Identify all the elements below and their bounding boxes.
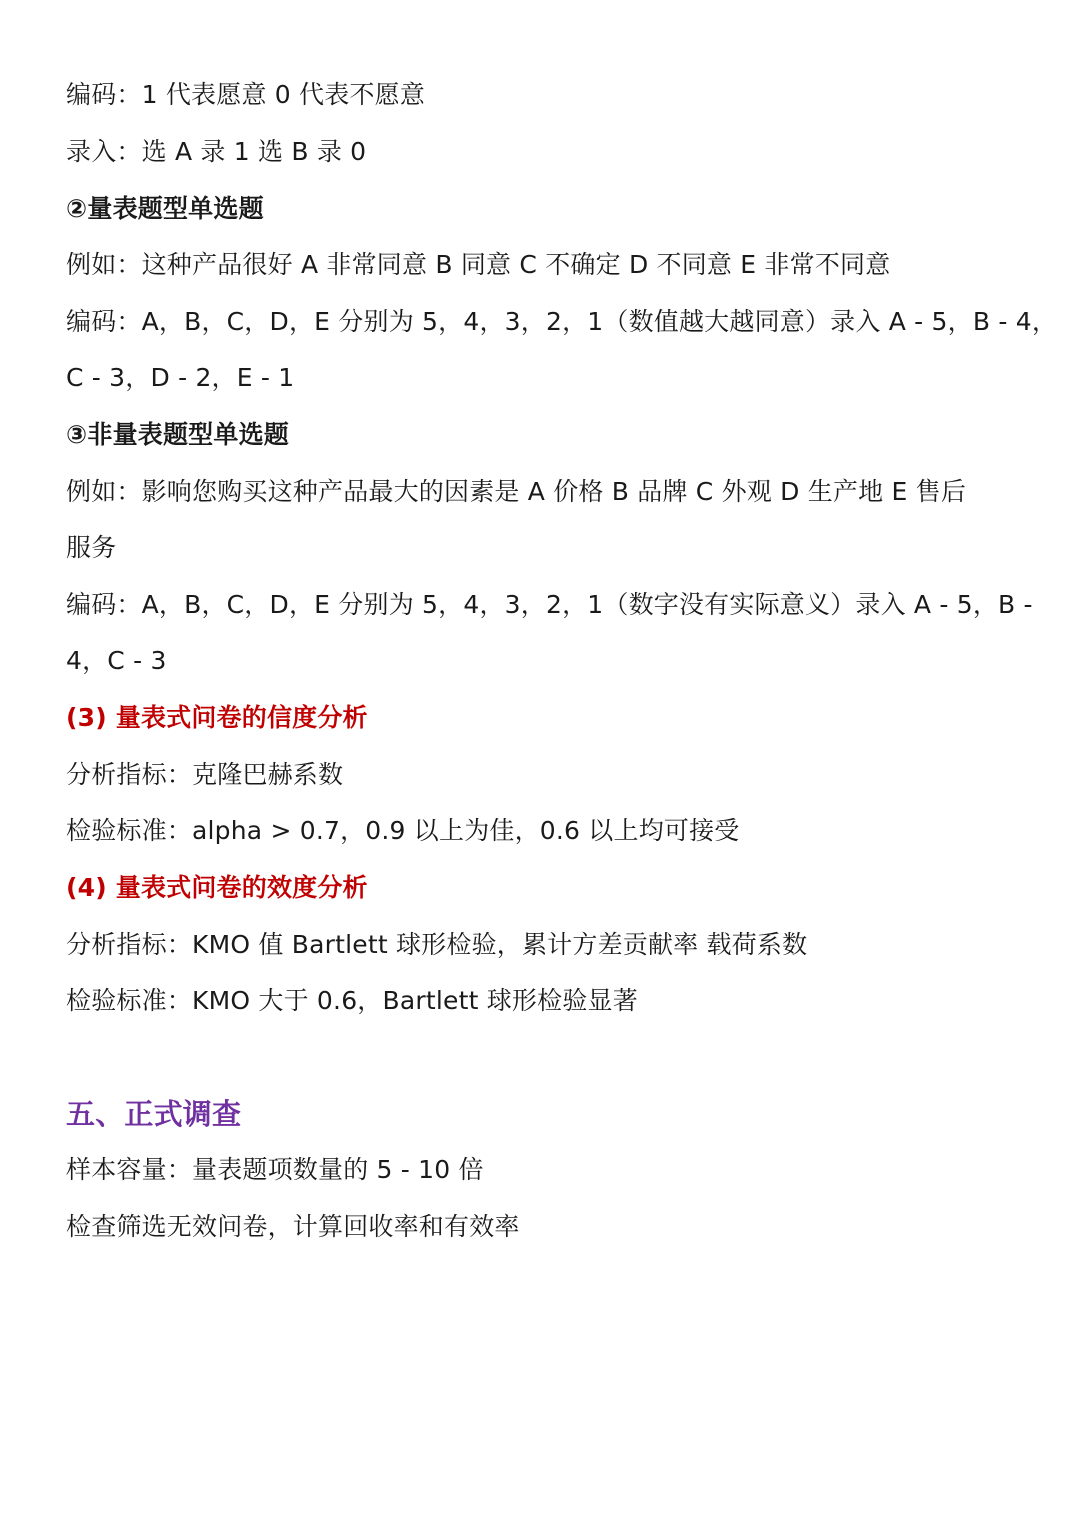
validity-analysis-heading: (4) 量表式问卷的效度分析 <box>66 873 368 902</box>
entry-a-b-line: 录入：选 A 录 1 选 B 录 0 <box>66 137 367 166</box>
scale-coding-line-cont: C - 3，D - 2，E - 1 <box>66 363 295 392</box>
reliability-indicator-line: 分析指标：克隆巴赫系数 <box>66 760 344 789</box>
scale-single-choice-heading: ②量表题型单选题 <box>66 194 264 223</box>
reliability-standard-line: 检验标准：alpha > 0.7，0.9 以上为佳，0.6 以上均可接受 <box>66 816 740 845</box>
non-scale-example-line: 例如：影响您购买这种产品最大的因素是 A 价格 B 品牌 C 外观 D 生产地 E 售后 <box>66 477 967 506</box>
scale-example-line: 例如：这种产品很好 A 非常同意 B 同意 C 不确定 D 不同意 E 非常不同意 <box>66 250 891 279</box>
coding-yes-no-line: 编码：1 代表愿意 0 代表不愿意 <box>66 80 426 109</box>
reliability-analysis-heading: (3) 量表式问卷的信度分析 <box>66 703 368 732</box>
non-scale-single-choice-heading: ③非量表题型单选题 <box>66 420 289 449</box>
validity-standard-line: 检验标准：KMO 大于 0.6，Bartlett 球形检验显著 <box>66 986 638 1015</box>
validity-indicator-line: 分析指标：KMO 值 Bartlett 球形检验，累计方差贡献率 载荷系数 <box>66 930 808 959</box>
non-scale-coding-line: 编码：A，B，C，D，E 分别为 5，4，3，2，1（数字没有实际意义）录入 A - 5，B - <box>66 590 1033 619</box>
screening-line: 检查筛选无效问卷，计算回收率和有效率 <box>66 1212 520 1241</box>
non-scale-coding-line-cont: 4，C - 3 <box>66 646 167 675</box>
scale-coding-line: 编码：A，B，C，D，E 分别为 5，4，3，2，1（数值越大越同意）录入 A - 5，B - 4， <box>66 307 1058 336</box>
formal-survey-section-title: 五、正式调查 <box>66 1097 242 1131</box>
non-scale-example-line-cont: 服务 <box>66 533 117 562</box>
sample-size-line: 样本容量：量表题项数量的 5 - 10 倍 <box>66 1155 484 1184</box>
